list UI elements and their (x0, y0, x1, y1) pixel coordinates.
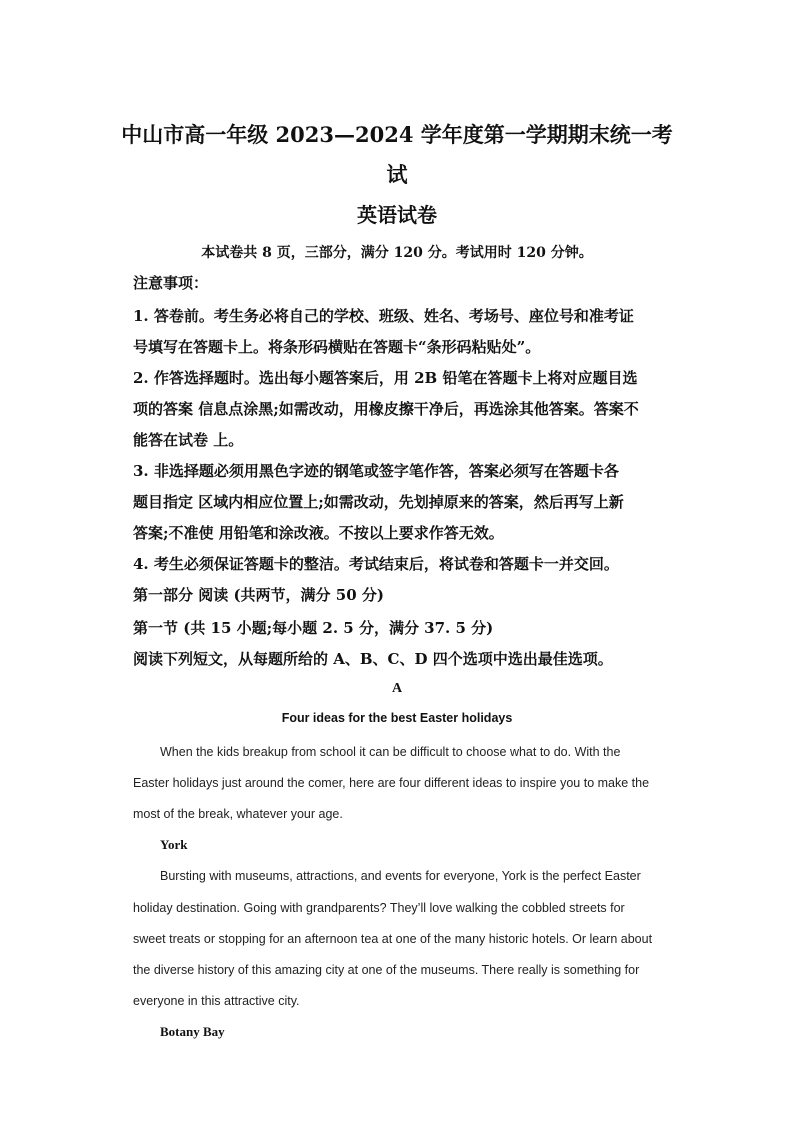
subject-title: 英语试卷 (357, 203, 437, 227)
passage-line: holiday destination. Going with grandparents? They’ll love walking the cobbled streets for (133, 901, 625, 915)
passage-line: When the kids breakup from school it can be difficult to choose what to do. With the (160, 745, 621, 759)
passage-line: most of the break, whatever your age. (133, 807, 343, 821)
passage-line: sweet treats or stopping for an afternoon tea at one of the many historic hotels. Or learn about (133, 932, 653, 946)
note-line: 项的答案 信息点涂黑;如需改动，用橡皮擦干净后，再选涂其他答案。答案不 (133, 400, 639, 418)
passage-line: Easter holidays just around the comer, here are four different ideas to inspire you to make the (133, 776, 650, 790)
passage-line: Bursting with museums, attractions, and events for everyone, York is the perfect Easter (160, 869, 641, 883)
note-line: 3. 非选择题必须用黑色字迹的钢笔或签字笔作答，答案必须写在答题卡各 (133, 462, 619, 480)
note-line: 题目指定 区域内相应位置上;如需改动，先划掉原来的答案，然后再写上新 (133, 493, 624, 511)
passage-label: A (391, 681, 403, 696)
note-line: 能答在试卷 上。 (133, 431, 244, 449)
passage-line: everyone in this attractive city. (133, 994, 300, 1008)
section-instruction: 阅读下列短文，从每题所给的 A、B、C、D 四个选项中选出最佳选项。 (133, 650, 613, 668)
exam-info: 本试卷共 8 页，三部分，满分 120 分。考试用时 120 分钟。 (201, 245, 593, 261)
section-heading: 第一节 (共 15 小题;每小题 2. 5 分，满分 37. 5 分) (133, 619, 494, 637)
section-heading-botany-bay: Botany Bay (160, 1024, 225, 1039)
notes-heading: 注意事项： (133, 274, 209, 292)
exam-title: 中山市高一年级 2023—2024 学年度第一学期期末统一考 (121, 122, 673, 147)
exam-title-continued: 试 (386, 162, 408, 187)
passage-line: the diverse history of this amazing city at one of the museums. There really is something for (133, 963, 640, 977)
note-line: 答案;不准使 用铅笔和涂改液。不按以上要求作答无效。 (133, 524, 504, 542)
note-line: 1. 答卷前。考生务必将自己的学校、班级、姓名、考场号、座位号和准考证 (133, 307, 634, 325)
part-heading: 第一部分 阅读 (共两节，满分 50 分) (133, 586, 384, 604)
passage-title: Four ideas for the best Easter holidays (281, 711, 513, 725)
section-heading-york: York (160, 837, 188, 852)
note-line: 4. 考生必须保证答题卡的整洁。考试结束后，将试卷和答题卡一并交回。 (133, 555, 619, 573)
note-line: 号填写在答题卡上。将条形码横贴在答题卡“条形码粘贴处”。 (133, 338, 541, 356)
note-line: 2. 作答选择题时。选出每小题答案后，用 2B 铅笔在答题卡上将对应题目选 (133, 369, 638, 387)
